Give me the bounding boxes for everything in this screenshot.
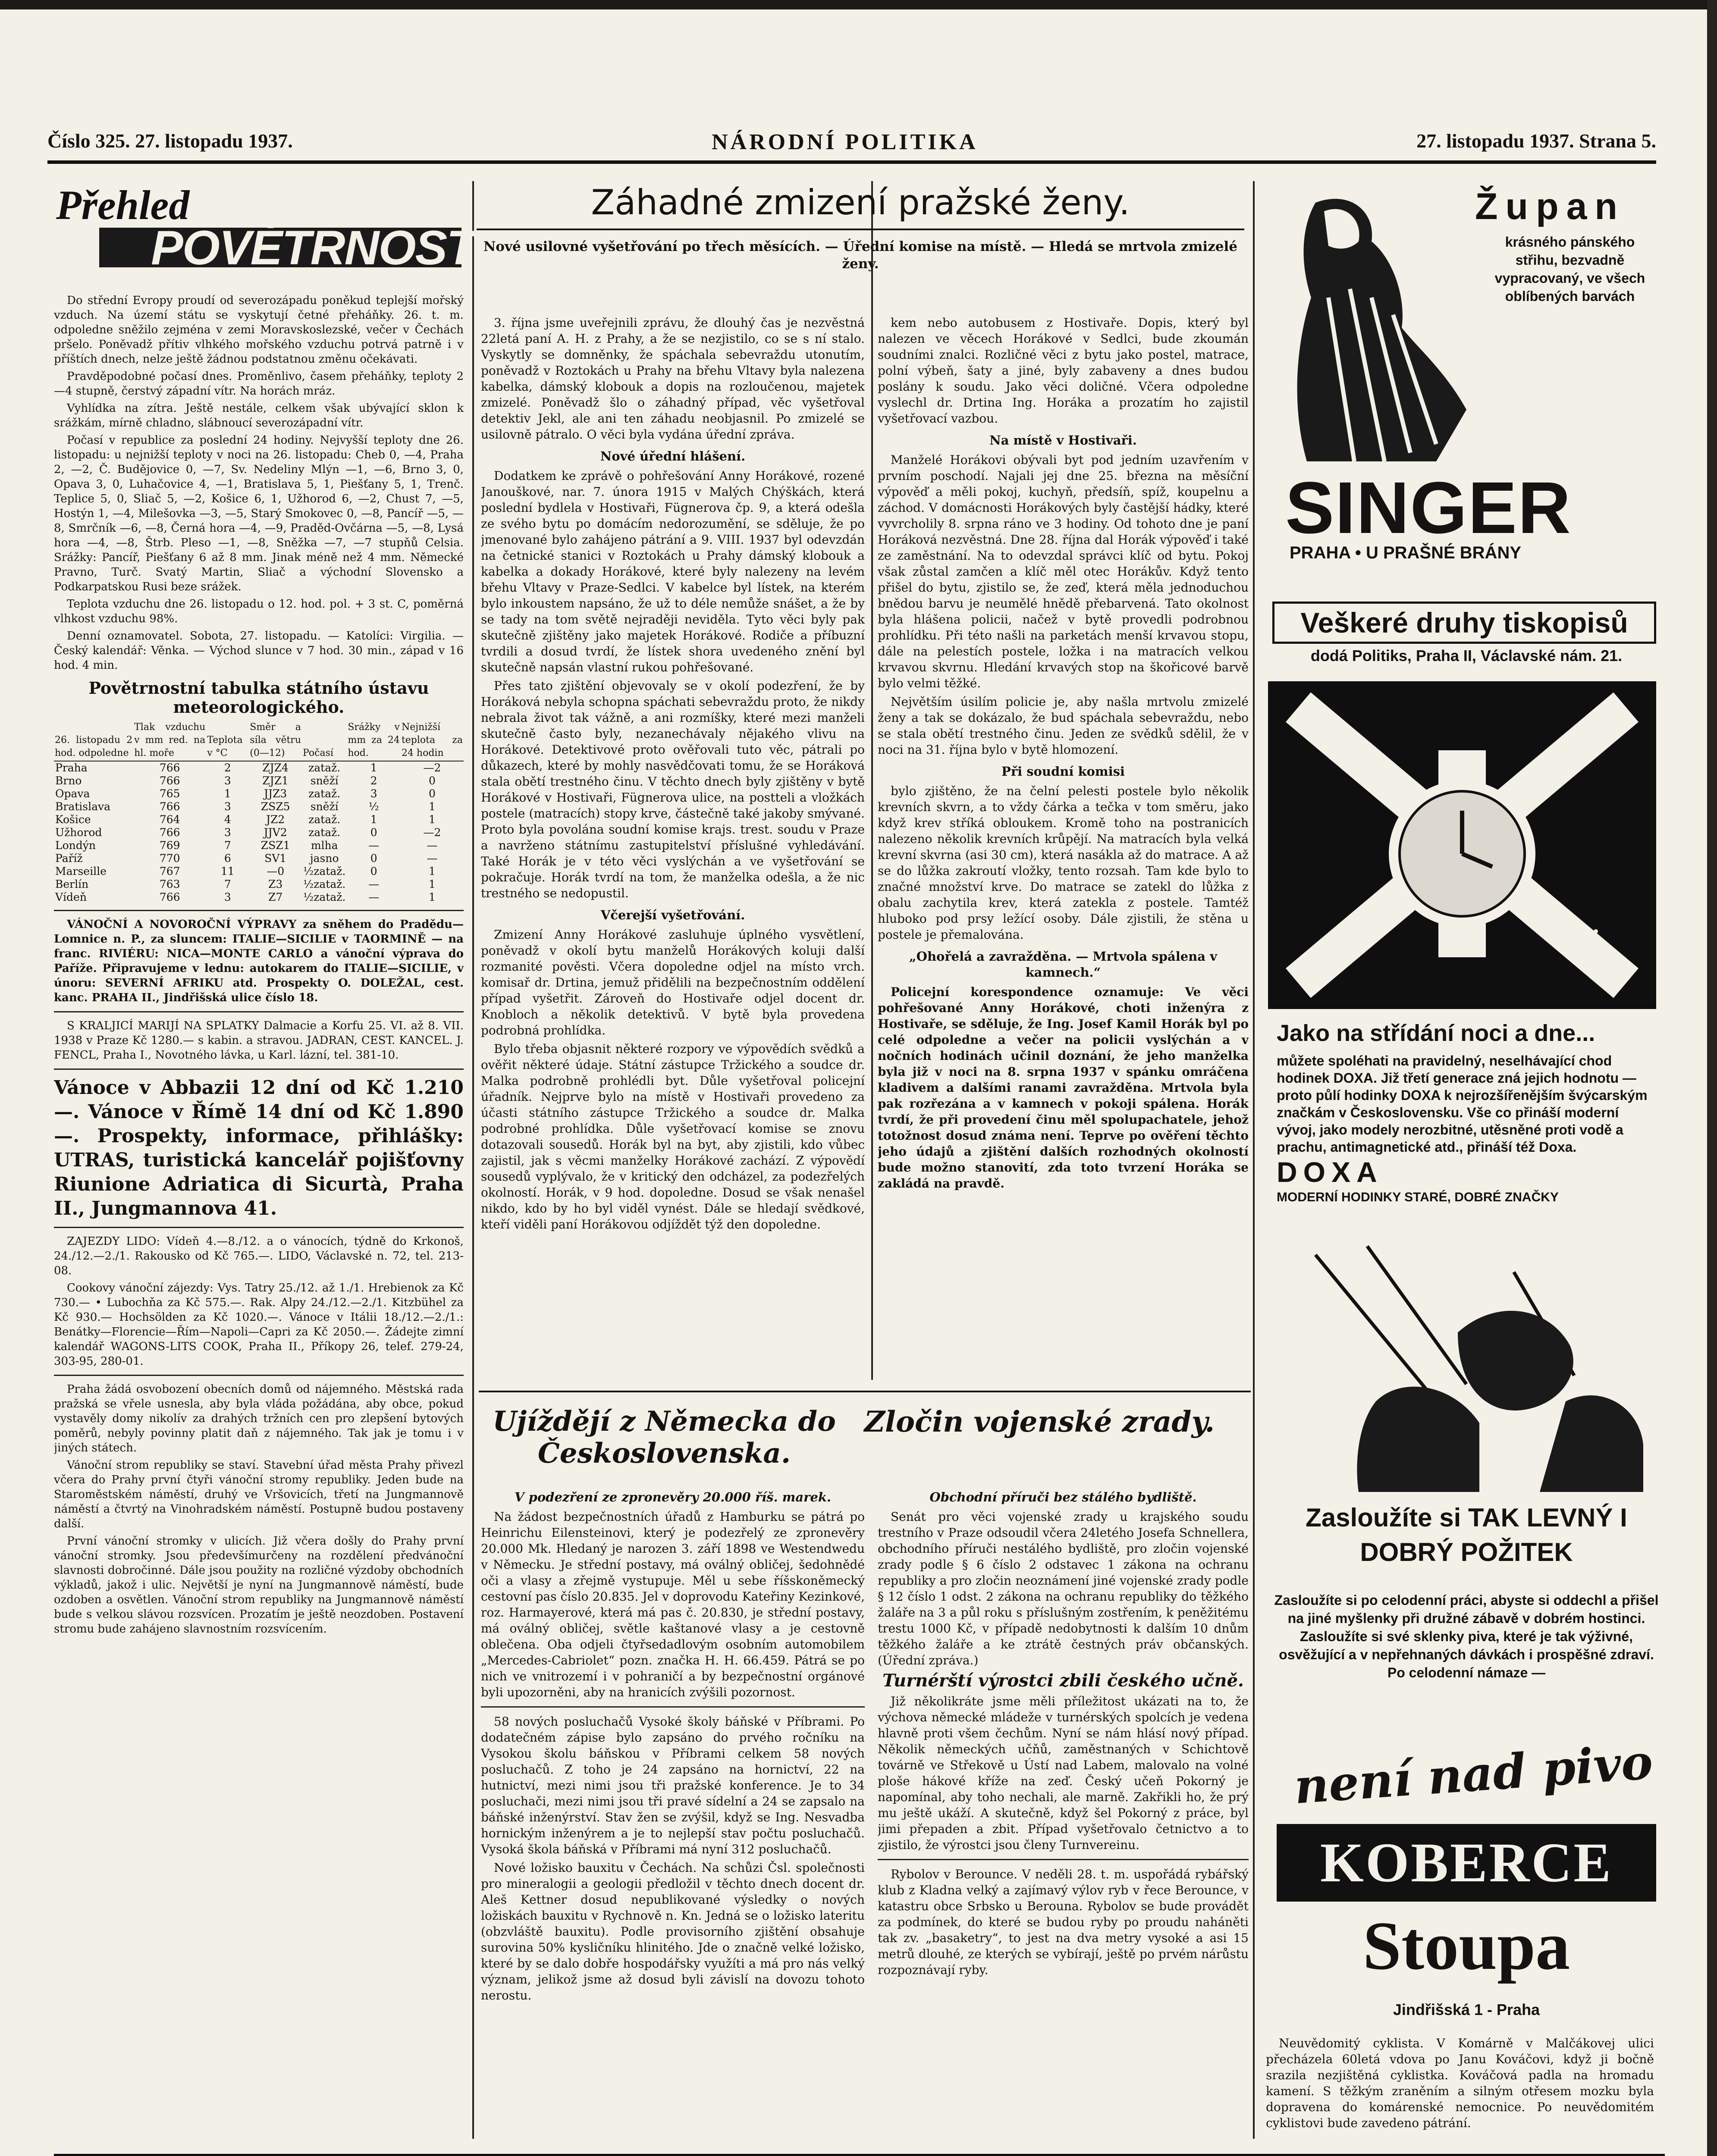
weather-table-cell: 763	[159, 878, 180, 890]
article-paragraph: kem nebo autobusem z Hostivaře. Dopis, který byl nalezen ve věcech Horákové v Sedlci, bude zkoumán soudními znalci. Rozličné věci z bytu jako postel, matrace, polní výbeň, šaty a jiné, byly zabaveny a dnes budou poslány k soudu. Jako věci doličné. Včera odpoledne vyslechl dr. Drtina Ing. Horáka a prozatím ho zajistil vyšetřovací vazbou.	[878, 316, 1249, 426]
weather-logo	[56, 181, 488, 280]
newspaper-title: NÁRODNÍ POLITIKA	[712, 130, 978, 154]
page-number: 27. listopadu 1937. Strana 5.	[1416, 130, 1656, 152]
doxa-title: Jako na střídání noci a dne...	[1277, 1020, 1595, 1046]
weather-table-cell: zataž.	[308, 761, 341, 774]
weather-table-cell: Z3	[268, 878, 283, 890]
pivo-slogan: není nad pivo	[1292, 1734, 1654, 1814]
zupan-text: krásného pánského střihu, bezvadně vypracovaný, ve všech oblíbených barvách	[1494, 234, 1645, 304]
weather-table-cell: 1	[370, 813, 377, 826]
sub-article-col-1	[481, 1483, 865, 2139]
weather-table-cell: ½zataž.	[303, 865, 346, 877]
weather-table-cell: 7	[224, 839, 231, 852]
weather-table-cell: 769	[159, 839, 180, 852]
weather-table-cell: Opava	[55, 787, 90, 800]
weather-table-cell: 766	[159, 891, 180, 903]
weather-table-cell: 4	[224, 813, 231, 826]
weather-table-cell: Marseille	[55, 865, 107, 877]
weather-table-cell: 1	[429, 865, 436, 877]
article-paragraph: Přes tato zjištění objevovaly se v okolí podezření, že by Horáková nebyla schopna spáchati sebevraždu proto, že nikdy nebrala život tak vážně, a ani rozmíšky, které mezi manželi skutečně často byly, nezanechávaly nějakého vlivu na Horákové. Detektivové proto ověřovali tuto věc, pátrali po důkazech, které by mohly nasvědčovati tomu, že se Horáková stala obětí trestného činu. V těchto dnech byly zjištěny v bytě Horákové v Hostivaři, Fügnerova ulice, na postteli a vložkách postele (matracích) stopy krve, částečně také jakoby smývané. Proto byla povolána soudní komise krajs. trest. soudu v Praze a navrženo státnímu zastupitelství příslušné vyhledávání. Také Horák je v této věci vyslýchán a ve vyšetřování se pokračuje. Horák tvrdí na tom, že manželka odešla, a že nic trestného se nedopustil.	[481, 679, 865, 900]
article-paragraph: Největším úsilím policie je, aby našla mrtvolu zmizelé ženy a tak se dokázalo, že bud spáchala sebevraždu, nebo se stala obětí trestného činu. Jeden ze svědků sdělil, že v noci na 31. října bylo v bytě hlomození.	[878, 695, 1249, 757]
weather-table-cell: 770	[159, 852, 180, 865]
weather-th: Srážky v mm za 24 hod.	[347, 720, 401, 761]
weather-table-cell: —	[427, 852, 438, 865]
stoupa-logo: Stoupa	[1362, 1907, 1570, 1984]
weather-table	[54, 720, 464, 904]
weather-table-cell: 766	[159, 826, 180, 839]
singer-address: PRAHA • U PRAŠNÉ BRÁNY	[1290, 543, 1522, 562]
weather-table-cell: JJV2	[264, 826, 287, 839]
weather-table-cell: 1	[370, 761, 377, 774]
doxa-tagline: MODERNÍ HODINKY STARÉ, DOBRÉ ZNAČKY	[1277, 1190, 1559, 1204]
article-title-small: Turnérští výrostci zbili českého učně.	[882, 1670, 1244, 1691]
column-rule-2	[871, 181, 873, 1380]
weather-table-cell: Paříž	[55, 852, 83, 865]
article-paragraph: Policejní korespondence oznamuje: Ve věci pohřešované Anny Horákové, choti inženýra z Hostivaře, se sděluje, že Ing. Josef Kamil Horák byl po celé odpoledne a večer na policii vyslýchán a v nočních hodinách učinil doznání, že jeho manželka byla již v noci na 8. srpna 1937 v spánku omráčena kladivem a dalšími ranami zavražděna. Mrtvola byla pak rozřezána a v kamnech v pokoji spálena. Horák tvrdí, že při provedení činu měl spolupachatele, jehož totožnost dosud známa není. Teprve po ověření těchto jeho údajů a zjištění dalších rozhodných okolností bude možno stanovití, zda toto tvrzení Horáka se zakládá na pravdě.	[878, 985, 1249, 1191]
weather-table-cell: 765	[159, 787, 180, 800]
article-paragraph: Rybolov v Berounce. V neděli 28. t. m. uspořádá rybářský klub z Kladna velký a zajímavý výlov ryb v řece Berounce, v katastru obce Srbsko u Berouna. Rybolov se bude provádět za podmínek, do které se budou ryby po proudu naháněti tak zv. „basaketry“, to jest na dva metry vysoké a asi 15 metrů dlouhé, ze kterých se vybírají, ještě po prvém nárůstu rozpoznávají ryby.	[878, 1867, 1249, 1977]
main-article-subtitle: Nové usilovné vyšetřování po třech měsících. — Úřední komise na místě. — Hledá se mrtvola zmizelé ženy.	[483, 239, 1238, 272]
weather-table-row	[54, 787, 464, 800]
box-article-title-right: Zločin vojenské zrady.	[864, 1405, 1215, 1438]
news-praha: Praha žádá osvobození obecních domů od nájemného. Městská rada pražská se vřele usnesla, aby byla vláda požádána, aby obce, pokud vystavěly domy nikolív za drahých tržních cen pro zlepšení bytových poměrů, nebyly povinny platit daň z nájemného. Tak jak je tomu i v jiných státech.	[54, 1383, 464, 1454]
tiskopisy-address: dodá Politiks, Praha II, Václavské nám. 21.	[1310, 647, 1623, 664]
weather-table-cell: Užhorod	[55, 826, 102, 839]
weather-table-cell: Vídeň	[55, 891, 87, 903]
weather-table-cell: zataž.	[308, 813, 341, 826]
divider	[481, 1706, 865, 1708]
weather-table-cell: 1	[429, 891, 436, 903]
weather-table-cell: 0	[429, 774, 436, 787]
masthead	[47, 129, 1656, 155]
weather-table-cell: 0	[429, 787, 436, 800]
weather-table-row	[54, 800, 464, 813]
article-subhead: Nové úřední hlášení.	[600, 449, 746, 464]
issue-number: Číslo 325. 27. listopadu 1937.	[47, 130, 293, 152]
weather-table-cell: 3	[224, 774, 231, 787]
weather-text-5: Teplota vzduchu dne 26. listopadu o 12. hod. pol. + 3 st. C, poměrná vlhkost vzduchu 98%.	[54, 598, 464, 625]
article-paragraph: Senát pro věci vojenské zrady u krajského soudu trestního v Praze odsoudil včera 24letého Josefa Schnellera, obchodního příruči nestálého bydliště, pro zločin vojenské zrady podle § 6 číslo 2 odstavec 1 zákona na ochranu republiky a pro zločin neoznámení jiné vojenské zrady podle § 12 číslo 1 odst. 2 zákona na ochranu republiky do těžkého žaláře na 3 a půl roku s příslušným zostřením, k peněžitému trestu 1000 Kč, v případě nedobytnosti k dalším 10 dnům těžkého žaláře a ke ztrátě čestných práv občanských. (Úřední zpráva.)	[878, 1510, 1249, 1667]
section-rule	[479, 1391, 1251, 1392]
sub-article-col-2	[878, 1483, 1249, 2139]
title-rule	[477, 229, 1244, 230]
divider	[54, 910, 464, 911]
column-rule-3	[1253, 181, 1255, 2139]
article-paragraph: Bylo třeba objasnit některé rozpory ve výpovědích svědků a ověřit některé údaje. Státní zástupce Tržického a soudce dr. Malka podrobně prohlédli byt. Důle vyšetřoval policejní úřadník. Nejprve bylo na místě v Hostivaři provedeno za účasti státního zástupce Tržického a soudce dr. Malka podrobné prohlídka. Důle vyšetřovací komise se znovu dotazovali sousedů. Horák byl na byt, aby zjistili, kdo vůbec zajistil, jak s věcmi manželky Horákové zachází. Z výpovědí sousedů vyplývalo, že v kritický den odcházel, za podezřelých okolností. Horák, v 9 hod. dopoledne. Dosud se však nenašel nikdo, kdo by ho byl viděl vynést. Dále se hledají svědkové, kteří viděli paní Horákovou odjíždět týž den dopoledne.	[481, 1042, 865, 1232]
weather-table-body	[54, 761, 464, 904]
weather-table-cell: Z7	[268, 891, 283, 903]
weather-table-cell: 0	[370, 852, 377, 865]
divider	[54, 1011, 464, 1012]
scan-edge-top	[0, 0, 1717, 9]
weather-logo-main: POVĚTRNOSTI	[151, 221, 488, 275]
weather-table-cell: —	[368, 878, 380, 890]
article-subhead: Včerejší vyšetřování.	[600, 908, 745, 922]
masthead-rule	[47, 160, 1656, 164]
article-subhead: Obchodní příruči bez stálého bydliště.	[929, 1490, 1197, 1504]
weather-table-row	[54, 813, 464, 826]
pivo-ad-title: Zasloužíte si TAK LEVNÝ I DOBRÝ POŽITEK	[1306, 1503, 1627, 1567]
weather-text-1: Do střední Evropy proudí od severozápadu poněkud teplejší mořský vzduch. Na území státu se vyskytují četné přeháňky. 26. t. m. odpoledne sněžilo zejména v zemi Moravskoslezské, večer v Čechách pršelo. Poněvadž přítiv vlhkého mořského vzduchu potrvá patrně i v příštích dnech, nelze ještě žádnou podstatnou změnu očekávati.	[54, 294, 464, 366]
weather-table-row	[54, 878, 464, 891]
weather-table-cell: 0	[370, 865, 377, 877]
weather-table-cell: mlha	[311, 839, 338, 852]
stoupa-address: Jindřišská 1 - Praha	[1393, 2001, 1540, 2018]
weather-table-cell: 7	[224, 878, 231, 890]
hostinec-illustration	[1272, 1220, 1660, 1492]
weather-text-4: Počasí v republice za poslední 24 hodiny. Nejvyšší teploty dne 26. listopadu: u nejnižší teploty v noci na 26. listopadu: Cheb 0, —4, Praha 2, —2, Č. Budějovice 0, —7, Sv. Nedeliny Mlýn —1, —6, Brno 3, 0, Opava 3, 0, Luhačovice 4, —1, Bratislava 5, 1, Piešťany 5, 1, Trenč. Teplice 5, 0, Sliač 5, —2, Košice 6, 1, Užhorod 6, —2, Chust 7, —5, Hostýn 1, —4, Milešovka —3, —5, Starý Smokovec 0, —8, Pancíř —5, —8, Smrčník —6, —8, Černá hora —4, —9, Praděd-Ovčárna —5, —8, Lysá hora —4, —8, Štrb. Pleso —1, —8, Sněžka —7, —7 stupňů Celsia. Srážky: Pancíř, Piešťany 6 až 8 mm. Jinak méně než 4 mm. Německé Pravno, Turč. Svatý Martin, Sliač a východní Slovensko a Podkarpatskou Rusi beze srážek.	[54, 434, 464, 593]
weather-table-cell: 2	[370, 774, 377, 787]
doxa-illustration	[1268, 681, 1656, 1009]
weather-th: Směr a síla větru (0—12)	[249, 720, 302, 761]
article-subhead: „Ohořelá a zavražděna. — Mrtvola spálena v kamnech.“	[909, 949, 1217, 980]
article-subhead: V podezření ze zpronevěry 20.000 říš. marek.	[514, 1490, 832, 1504]
pivo-ad-text: Zasloužíte si po celodenní práci, abyste si oddechl a přišel na jiné myšlenky při družné zábavě v dobrém hostinci. Zasloužíte si své sklenky piva, které je tak výživné, osvěžující a v nepřehnaných dávkách i prospěšné zdraví. Po celodenní námaze —	[1274, 1592, 1659, 1680]
weather-table-cell: ZJZ1	[262, 774, 289, 787]
weather-table-cell: 3	[224, 800, 231, 813]
weather-table-cell: Londýn	[55, 839, 96, 852]
weather-table-row	[54, 865, 464, 878]
weather-table-cell: 1	[429, 800, 436, 813]
weather-table-cell: —0	[267, 865, 285, 877]
weather-table-cell: zataž.	[308, 787, 341, 800]
weather-table-cell: JJZ3	[264, 787, 287, 800]
weather-table-cell: 766	[159, 774, 180, 787]
weather-table-cell: 1	[429, 813, 436, 826]
weather-table-cell: ZJZ4	[262, 761, 289, 774]
weather-table-cell: —	[427, 839, 438, 852]
weather-table-row	[54, 774, 464, 787]
article-subhead: Při soudní komisi	[1001, 764, 1125, 779]
article-paragraph: Na žádost bezpečnostních úřadů z Hamburku se pátrá po Heinrichu Eilensteinovi, který je podezřelý ze zpronevěry 20.000 Mk. Hledaný je narozen 3. září 1898 ve Westendwedu v Německu. Je střední postavy, má oválný obličej, šedohnědé oči a vlasy a zřejmě vystupuje. Měl u sebe říšskoněmecký cestovní pas číslo 20.835. Jel v doprovodu Kateřiny Kezinkové, roz. Harmayerové, která má pas č. 20.830, je střední postavy, má oválný obličej, světle kaštanové vlasy a je cestovně oblečena. Oba odjeli čtyřsedadlovým osobním automobilem „Mercedes-Cabriolet“ pozn. značka H. H. 66.459. Pátrá se po nich ve vnitrozemí i v pohraničí a by bezpečnostní orgánové byli upozorněni, aby na hranicích zvýšili pozornost.	[481, 1510, 865, 1699]
divider	[54, 1069, 464, 1070]
weather-table-row	[54, 826, 464, 839]
weather-column	[54, 293, 464, 2139]
news-prvni-stromky: První vánoční stromky v ulicích. Již včera došly do Prahy první vánoční stromky. Jsou předevšímurčeny na rozdělení předvánoční slavnosti dobročinné. Dále jsou použity na rozličné výzdoby obchodních výkladů, jakož i ulic. Největší je nyní na Jungmannově náměstí, bude ozdoben a osvětlen. Vánoční strom republiky na Jungmannově náměstí bude s velkou slávou rozsvícen. Prozatím je ještě neozdoben. Postavení stromu bude zahájeno slavnostním rozsvícením.	[54, 1535, 464, 1636]
article-paragraph: Manželé Horákovi obývali byt pod jedním uzavřením v prvním poschodí. Najali jej dne 25. března na měsíční výpověď a měli pokoj, kuchyň, předsíň, spíž, koupelnu a záchod. V domácnosti Horákových byly častější hádky, které vyvrcholily 8. srpna ráno ve 3 hodiny. Od tohoto dne je paní Horáková nezvěstná. Dne 28. října dal Horák výpověď i také ze zaměstnání. Na to odevzdal správci klíč od bytu. Pokoj však zůstal zamčen a klíč měl otec Horákův. Když tento přišel do bytu, zjistilo se, že zeď, která měla jednoduchou bnědou barvu je neumělé hnědě přebarvená. Tato okolnost byla hlášena policii, načež v bytě provedli podrobnou prohlídku. Při této našli na parketách menší krvavou stopu, dále na pelestích postele, ložka i na matracích velkou krvavou skvrnu. Hledání krvavých stop na škořicové barvě bylo velmi těžké.	[878, 453, 1249, 690]
tiskopisy-title: Veškeré druhy tiskopisů	[1272, 602, 1656, 644]
weather-table-cell: 3	[224, 891, 231, 903]
singer-logo: SINGER	[1285, 467, 1572, 549]
weather-table-cell: —	[368, 839, 380, 852]
weather-table-cell: JZ2	[266, 813, 285, 826]
ad-cook: Cookovy vánoční zájezdy: Vys. Tatry 25./12. až 1./1. Hrebienok za Kč 730.— • Lubochňa za Kč 575.—. Rak. Alpy 24./12.—2./1. Kitzbühel za Kč 930.— Hochsölden za Kč 1020.—. Vánoce v Itálii 18./12.—2./1.: Benátky—Florencie—Řím—Napoli—Capri za Kč 2050.—. Žádejte zimní kalendář WAGONS-LITS COOK, Praha II., Příkopy 26, telef. 279-24, 303-95, 280-01.	[54, 1282, 464, 1368]
weather-table-cell: ZSZ1	[261, 839, 290, 852]
zupan-title: Župan	[1475, 186, 1625, 227]
weather-th: Teplota v °C	[206, 720, 249, 761]
weather-table-cell: 3	[224, 826, 231, 839]
weather-table-row	[54, 891, 464, 904]
weather-table-cell: jasno	[310, 852, 339, 865]
weather-table-cell: 0	[370, 826, 377, 839]
weather-table-cell: 764	[159, 813, 180, 826]
weather-table-cell: —	[368, 891, 380, 903]
weather-table-cell: 766	[159, 800, 180, 813]
doxa-brand: DOXA	[1277, 1156, 1383, 1188]
main-article-col-1	[481, 315, 865, 1384]
weather-table-cell: Bratislava	[55, 800, 111, 813]
main-article-head	[477, 181, 1244, 273]
weather-table-title: Povětrnostní tabulka státního ústavu meteorologického.	[88, 678, 429, 717]
weather-th: Tlak vzduchu v mm red. na hl. moře	[133, 720, 206, 761]
weather-table-cell: —2	[423, 761, 441, 774]
weather-table-cell: Berlín	[55, 878, 89, 890]
weather-table-cell: 1	[224, 787, 231, 800]
weather-table-cell: 3	[370, 787, 377, 800]
article-paragraph: bylo zjištěno, že na čelní pelesti postele bylo několik krevních skvrn, a to vždy čárka a tečka v tom směru, jako když krev stříká obloukem. Kromě toho na postranicích nalezeno několik krevních krůpějí. Na matracích byla velká krevní skvrna (asi 30 cm), která nasákla až do matrace. A až se do lůžka zakroutí vložky, tento rozsah. Tam kde bylo to značné množství krve. Do matrace se zatekl do lůžka z obalu zachytila krev, která zatekla z postele. Tamtéž hluboko pod prsy ležící osoby. Dále zjistili, že stěna u postele je přemalována.	[878, 784, 1249, 942]
weather-table-cell: SV1	[264, 852, 287, 865]
weather-th: Nejnižší teplota za 24 hodin	[401, 720, 464, 761]
ad-vanocni-vypravy: VÁNOČNÍ A NOVOROČNÍ VÝPRAVY za sněhem do Pradědu—Lomnice n. P., za sluncem: ITALIE—SICILIE v TAORMINĚ — na franc. RIVIÉRU: NICA—MONTE CARLO a vánoční výprava do Paříže. Připravujeme v lednu: autokarem do ITALIE—SICILIE, v únoru: SEVERNÍ AFRIKU atd. Prospekty O. DOLEŽAL, cest. kanc. PRAHA II., Jindřišská ulice číslo 18.	[54, 918, 464, 1004]
weather-table-cell: 6	[224, 852, 231, 865]
weather-table-row	[54, 761, 464, 774]
weather-table-cell: Praha	[55, 761, 88, 774]
zupan-illustration	[1264, 185, 1471, 461]
weather-table-cell: sněží	[310, 774, 339, 787]
article-paragraph: 58 nových posluchačů Vysoké školy báňské v Příbrami. Po dodatečném zápise bylo zapsáno do prvého ročníku na Vysokou školu báňskou v Příbrami celkem 58 nových posluchačů. Z toho je 24 zapsáno na hornictví, 22 na hutnictví, mezi nimi jsou tři pražské konference. Je to 34 posluchači, mezi nimi jsou tři pravé sídelní a 24 se zapsalo na báňské inženýrství. Stav žen se zvýšil, když se Ing. Nesvadba hornickým inženýrem a je to nejlepší stav počtu posluchačů. Vysoká škola báňská v Příbrami má nyní 312 posluchačů.	[481, 1714, 865, 1856]
column-rule-1	[472, 181, 474, 2139]
doxa-text: můžete spoléhati na pravidelný, neselhávající chod hodinek DOXA. Již třetí generace zná jejich hodnotu — proto půlí hodinky DOXA k nejrozšířenějším švýcarským značkám v Československu. Vše co přináší moderní vývoj, jako modely nerozbitné, utěsněné proti vodě a prachu, antimagnetické atd., přináší též Doxa.	[1277, 1053, 1648, 1155]
weather-th: 26. listopadu 2 hod. odpoledne	[54, 720, 133, 761]
weather-text-2: Pravděpodobné počasí dnes. Proměnlivo, časem přeháňky, teploty 2—4 stupně, čerstvý západní vítr. Na horách mráz.	[54, 370, 464, 398]
weather-th: Počasí	[302, 720, 347, 761]
article-paragraph: Nové ložisko bauxitu v Čechách. Na schůzi Čsl. společnosti pro mineralogii a geologii předložil v těchto dnech docent dr. Aleš Kettner dosud nepublikované výsledky o nových ložiskách bauxitu v Rychnově n. Kn. Jedná se o ložisko lateritu (obzvláště bauxitu). Podle provisorního zjištění obsahuje surovina 50% kysličníku hlinitého. Jde o značně velké ložisko, které by se dalo dobře hospodářsky využíti a má pro nás velký význam, jelikož jsme až dosud byli závislí na dovozu tohoto nerostu.	[481, 1861, 865, 2002]
article-paragraph: Již několikráte jsme měli příležitost ukázati na to, že výchova německé mládeže v turnérských spolcích je vedena hlavně proti všem čechům. Nyní se nám hlásí nový případ. Několik německých učňů, zaměstnaných v Schichtově továrně ve Střekově u Ústí nad Labem, malovalo na volné ploše hákové kříže na zeď. Český učeň Pokorný je napomínal, aby toho nechali, ale marně. Zakřikli ho, že prý mu ještě ukáží. A skutečně, když šel Pokorný z práce, byl jimi přepaden a zbit. Případ vyšetřovalo četnictvo a to zjistilo, že výrostci jsou členy Turnvereinu.	[878, 1694, 1249, 1852]
weather-table-cell: 2	[224, 761, 231, 774]
article-subhead: Na místě v Hostivaři.	[989, 433, 1137, 448]
weather-table-cell: ½zataž.	[303, 891, 346, 903]
news-cyklista	[1266, 2035, 1654, 2147]
article-paragraph: 3. října jsme uveřejnili zprávu, že dlouhý čas je nezvěstná 22letá paní A. H. z Prahy, a že se nezjistilo, co se s ní stalo. Vyskytly se domněnky, že spáchala sebevraždu utonutím, poněvadž v Roztokách u Prahy na břehu Vltavy byla nalezena kabelka, dámský klobouk a dopis na rozloučenou, majetek zmizelé. Poněvadž šlo o záhadný případ, věc vyšetřoval detektiv Jekl, ale ani ten záhadu neobjasnil. Po zmizelé se usilovně pátralo. O věci byla vydána úřední zpráva.	[481, 316, 865, 442]
weather-table-cell: —2	[423, 826, 441, 839]
ad-utras: Vánoce v Abbazii 12 dní od Kč 1.210—. Vánoce v Římě 14 dní od Kč 1.890—. Prospekty, informace, přihlášky: UTRAS, turistická kancelář pojišťovny Riunione Adriatica di Sicurtà, Praha II., Jungmannova 41.	[54, 1077, 464, 1219]
weather-table-cell: 767	[159, 865, 180, 877]
article-paragraph: Neuvědomitý cyklista. V Komárně v Malčákovej ulici přecházela 60letá vdova po Janu Kováčovi, když ji bočně srazila nezjištěná cyklistka. Kováčová padla na hromadu kamení. S těžkým zraněním a silným otřesem mozku byla dopravena do komárenské nemocnice. Po neuvědomitém cyklistovi bude zavedeno pátrání.	[1266, 2036, 1654, 2130]
weather-table-cell: 1	[429, 878, 436, 890]
weather-table-cell: 766	[159, 761, 180, 774]
weather-table-cell: ½zataž.	[303, 878, 346, 890]
divider	[54, 1227, 464, 1228]
news-vanocni-strom: Vánoční strom republiky se staví. Stavební úřad města Prahy přivezl včera do Prahy první čtyři vánoční stromy republiky. Jeden bude na Staroměstském náměstí, druhý ve Vršovicích, třetí na Jungmannově náměstí a čtvrtý na Vinohradském náměstí. Postupně budou postaveny další.	[54, 1459, 464, 1530]
main-article-col-2	[878, 315, 1249, 1384]
weather-text-6: Denní oznamovatel. Sobota, 27. listopadu. — Katolíci: Virgilia. — Český kalendář: Věnka. — Východ slunce v 7 hod. 30 min., západ v 16 hod. 4 min.	[54, 630, 464, 672]
weather-table-row	[54, 852, 464, 865]
ad-lido: ZAJEZDY LIDO: Vídeň 4.—8./12. a o vánocích, týdně do Krkonoš, 24./12.—2./1. Rakousko od Kč 765.—. LIDO, Václavské n. 72, tel. 213-08.	[54, 1235, 464, 1277]
tungsram-banner	[54, 2154, 1665, 2156]
box-article-title-left: Ujíždějí z Německa do Československa.	[493, 1405, 836, 1470]
koberce-banner: KOBERCE	[1277, 1824, 1656, 1902]
weather-table-row	[54, 839, 464, 852]
weather-table-cell: sněží	[310, 800, 339, 813]
ad-jadran: S KRALJICÍ MARIJÍ NA SPLATKY Dalmacie a Korfu 25. VI. až 8. VII. 1938 v Praze Kč 1280.— s kabin. a stravou. JADRAN, CEST. KANCEL. J. FENCL, Praha I., Novotného lávka, u Karl. lázní, tel. 381-10.	[54, 1019, 464, 1062]
weather-table-cell: Košice	[55, 813, 91, 826]
weather-table-cell: 11	[220, 865, 235, 877]
scan-edge-right	[1707, 0, 1717, 2156]
weather-text-3: Vyhlídka na zítra. Ještě nestále, celkem však ubývající sklon k srážkám, mírně chladno, slábnoucí severozápadní vítr.	[54, 402, 464, 429]
divider	[878, 1859, 1249, 1860]
main-article-title: Záhadné zmizení pražské ženy.	[591, 182, 1130, 222]
divider	[54, 1375, 464, 1376]
weather-table-cell: Brno	[55, 774, 82, 787]
article-paragraph: Zmizení Anny Horákové zasluhuje úplného vysvětlení, poněvadž v okolí bytu manželů Horákových koluji další rozmanité pověsti. Včera dopoledne odjel na místo vrch. komisař dr. Drtina, jemuž přidělili na bezpečnostním oddělení případ vyšetřit. Zároveň do Hostivaře odjel docent dr. Knobloch a několik detektivů. V bytě byla provedena podrobná prohlídka.	[481, 928, 865, 1037]
weather-table-header	[54, 720, 464, 761]
watch-icon	[1268, 681, 1656, 1009]
weather-table-cell: ZSZ5	[261, 800, 290, 813]
weather-table-cell: zataž.	[308, 826, 341, 839]
weather-table-cell: ½	[368, 800, 379, 813]
weather-logo-top: Přehled	[56, 182, 190, 228]
article-paragraph: Dodatkem ke zprávě o pohřešování Anny Horákové, rozené Janouškové, nar. 7. února 1915 v Malých Chýškách, která poslední bydlela v Hostivaři, Fügnerova čp. 9, a která odešla ze svého bytu po domácím nedorozumění, se sděluje, že po jmenované bylo zahájeno pátrání a 9. VIII. 1937 byl odevzdán na četnické stanici v Roztokách u Prahy dámský klobouk a kabelka a dokady Horákové, které byly nalezeny na levém břehu Vltavy v Praze-Sedlci. V kabelce byl lístek, na kterém bylo inkoustem napsáno, že už to déle nemůže snášet, a že by se tady na tom světě nejraději neviděla. Tyto věci byly pak skutečně zjištěny jako majetek Horákové. Rodiče a příbuzní tvrdili a dosud tvrdí, že lístek shora uvedeného znění byl skutečně napsán vlastní rukou pohřešované.	[481, 469, 865, 674]
